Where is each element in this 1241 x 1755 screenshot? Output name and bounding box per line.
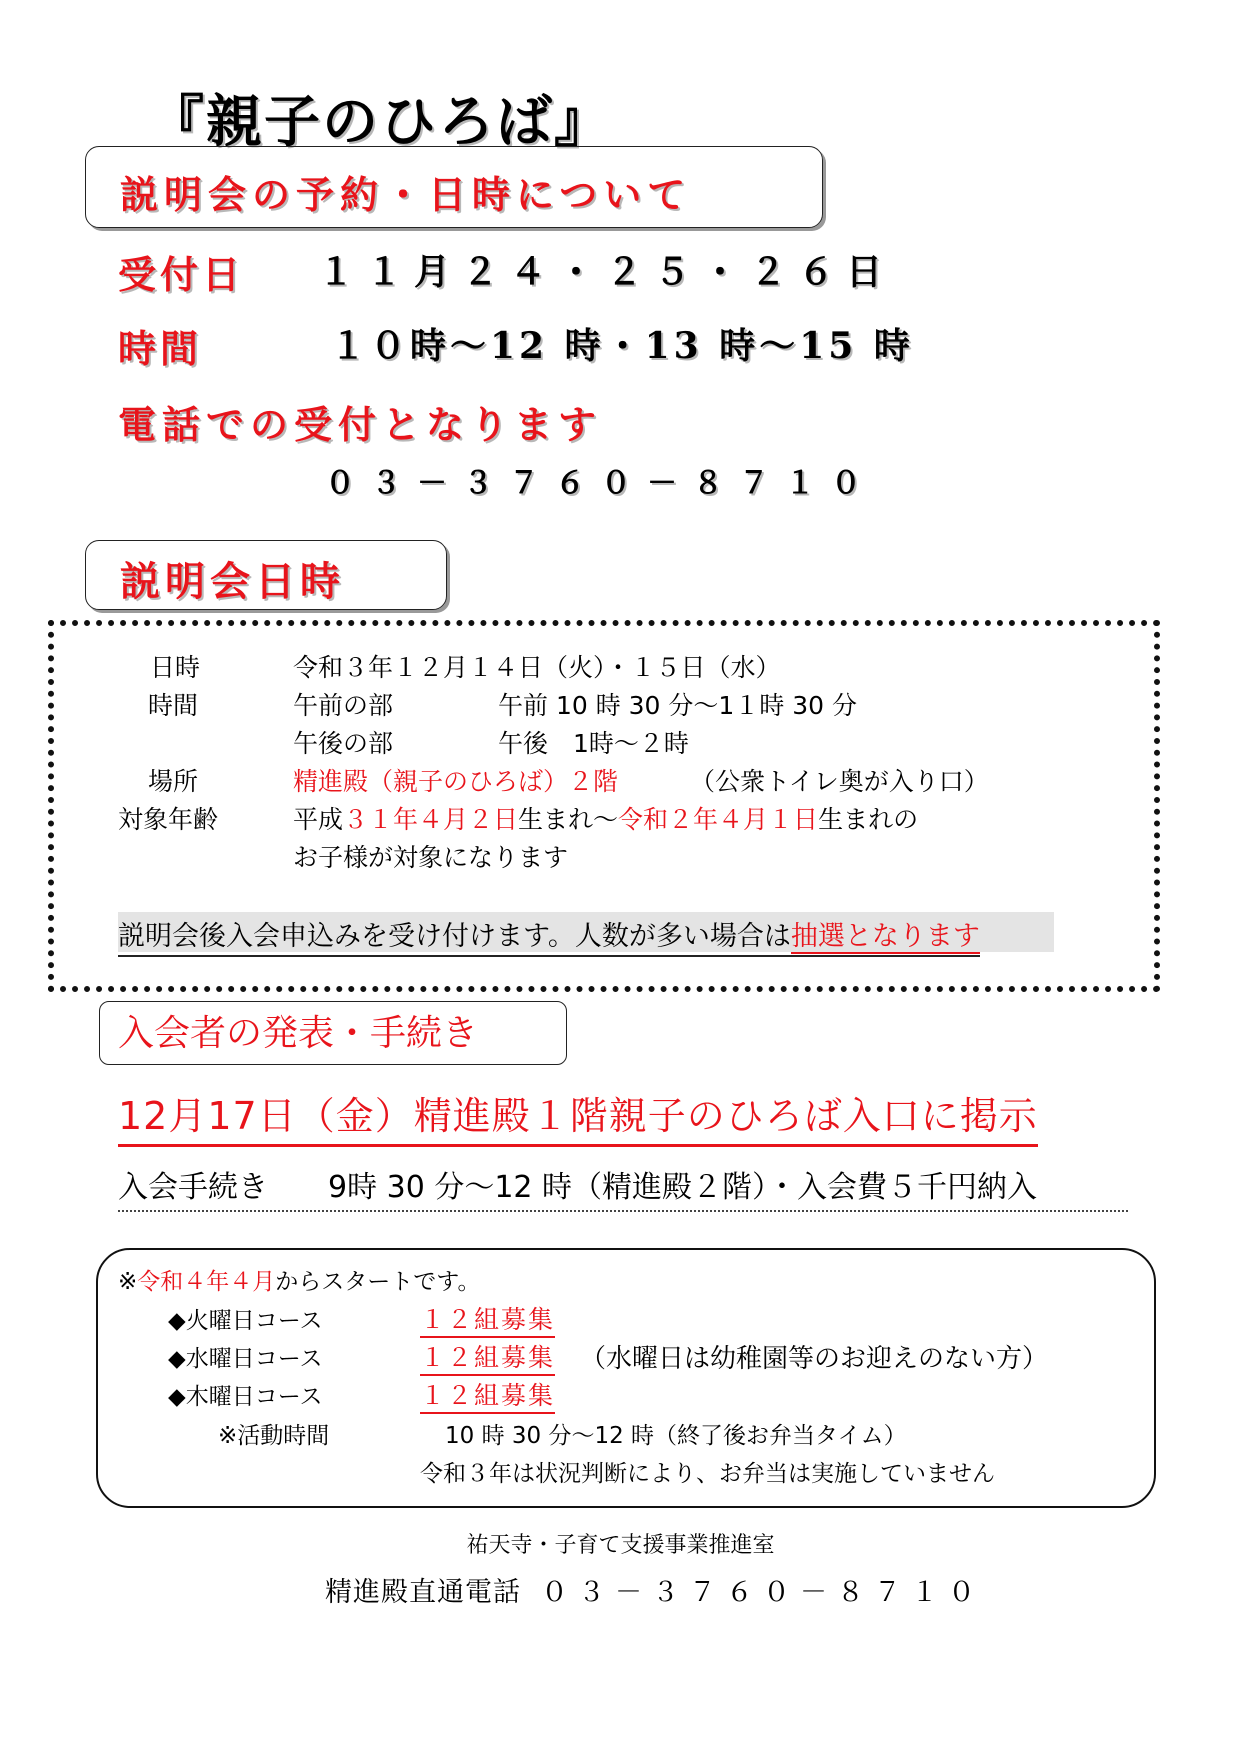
notice-lottery: 抽選となります [790,921,980,952]
age-to: 令和２年４月１日 [618,805,819,834]
reservation-phone[interactable]: ０３－３７６０－８７１０ [325,466,877,501]
session-time-label: 時間 [148,691,199,720]
age-suffix: 生まれの [818,805,919,834]
session-place-label: 場所 [148,767,199,796]
lottery-notice [118,914,980,957]
session-heading: 説明会日時 [120,558,345,605]
notice-text: 説明会後入会申込みを受け付けます。人数が多い場合は [118,921,791,952]
course-name: ◆火曜日コース [168,1308,323,1334]
session-pm-label: 午後の部 [293,729,394,758]
procedure-label: 入会手続き [118,1170,268,1205]
intro-suffix: からスタートです。 [275,1269,481,1295]
page-title: 『親子のひろば』 [148,89,612,155]
footer-phone[interactable]: ０３－３７６０－８７１０ [541,1577,985,1608]
session-date-value: 令和３年１２月１４日（火）・１５日（水） [293,653,781,682]
course-name: ◆水曜日コース [168,1346,323,1372]
session-place-note: （公衆トイレ奥が入り口） [690,767,989,796]
reception-date-label: 受付日 [118,252,245,297]
age-from: ３１年４月２日 [343,805,519,834]
footer-organization: 祐天寺・子育て支援事業推進室 [466,1533,775,1558]
activity-time-value: 10 時 30 分～12 時（終了後お弁当タイム） [445,1423,907,1449]
course-note: （水曜日は幼稚園等のお迎えのない方） [580,1344,1049,1374]
phone-reception-note: 電話での受付となります [118,402,603,447]
announcement-main: 12月17日（金）精進殿１階親子のひろば入口に掲示 [118,1085,1038,1147]
course-recruit: １２組募集 [420,1300,555,1338]
reservation-heading: 説明会の予約・日時について [120,172,692,217]
session-am-label: 午前の部 [293,691,394,720]
activity-time-label: ※活動時間 [218,1423,330,1449]
target-age-label: 対象年齢 [118,805,219,834]
courses-intro [118,1263,480,1296]
announcement-heading: 入会者の発表・手続き [118,1013,479,1054]
target-age-line2: お子様が対象になります [293,843,569,872]
age-prefix: 平成 [293,805,344,834]
procedure-value: 9時 30 分～12 時（精進殿２階）・入会費５千円納入 [328,1170,1038,1205]
session-am-value: 午前 10 時 30 分～1１時 30 分 [498,691,858,720]
footer-phone-line [325,1570,985,1609]
course-recruit: １２組募集 [420,1376,555,1414]
intro-prefix: ※ [118,1269,138,1295]
reception-time-value: １０時～12 時・13 時～15 時 [330,325,914,367]
age-mid: 生まれ～ [518,805,619,834]
reception-date-value: １１月２４・２５・２６日 [318,251,895,293]
intro-red: 令和４年４月 [137,1269,276,1295]
footer-phone-label: 精進殿直通電話 [325,1577,521,1608]
course-recruit: １２組募集 [420,1338,555,1376]
course-name: ◆木曜日コース [168,1384,323,1410]
reception-time-label: 時間 [118,326,203,371]
session-pm-value: 午後 1時～２時 [498,729,689,758]
target-age-value [293,800,918,836]
session-place-value: 精進殿（親子のひろば）２階 [293,767,619,796]
activity-note: 令和３年は状況判断により、お弁当は実施していません [420,1461,995,1487]
procedure-line [118,1162,1128,1212]
session-date-label: 日時 [150,653,201,682]
